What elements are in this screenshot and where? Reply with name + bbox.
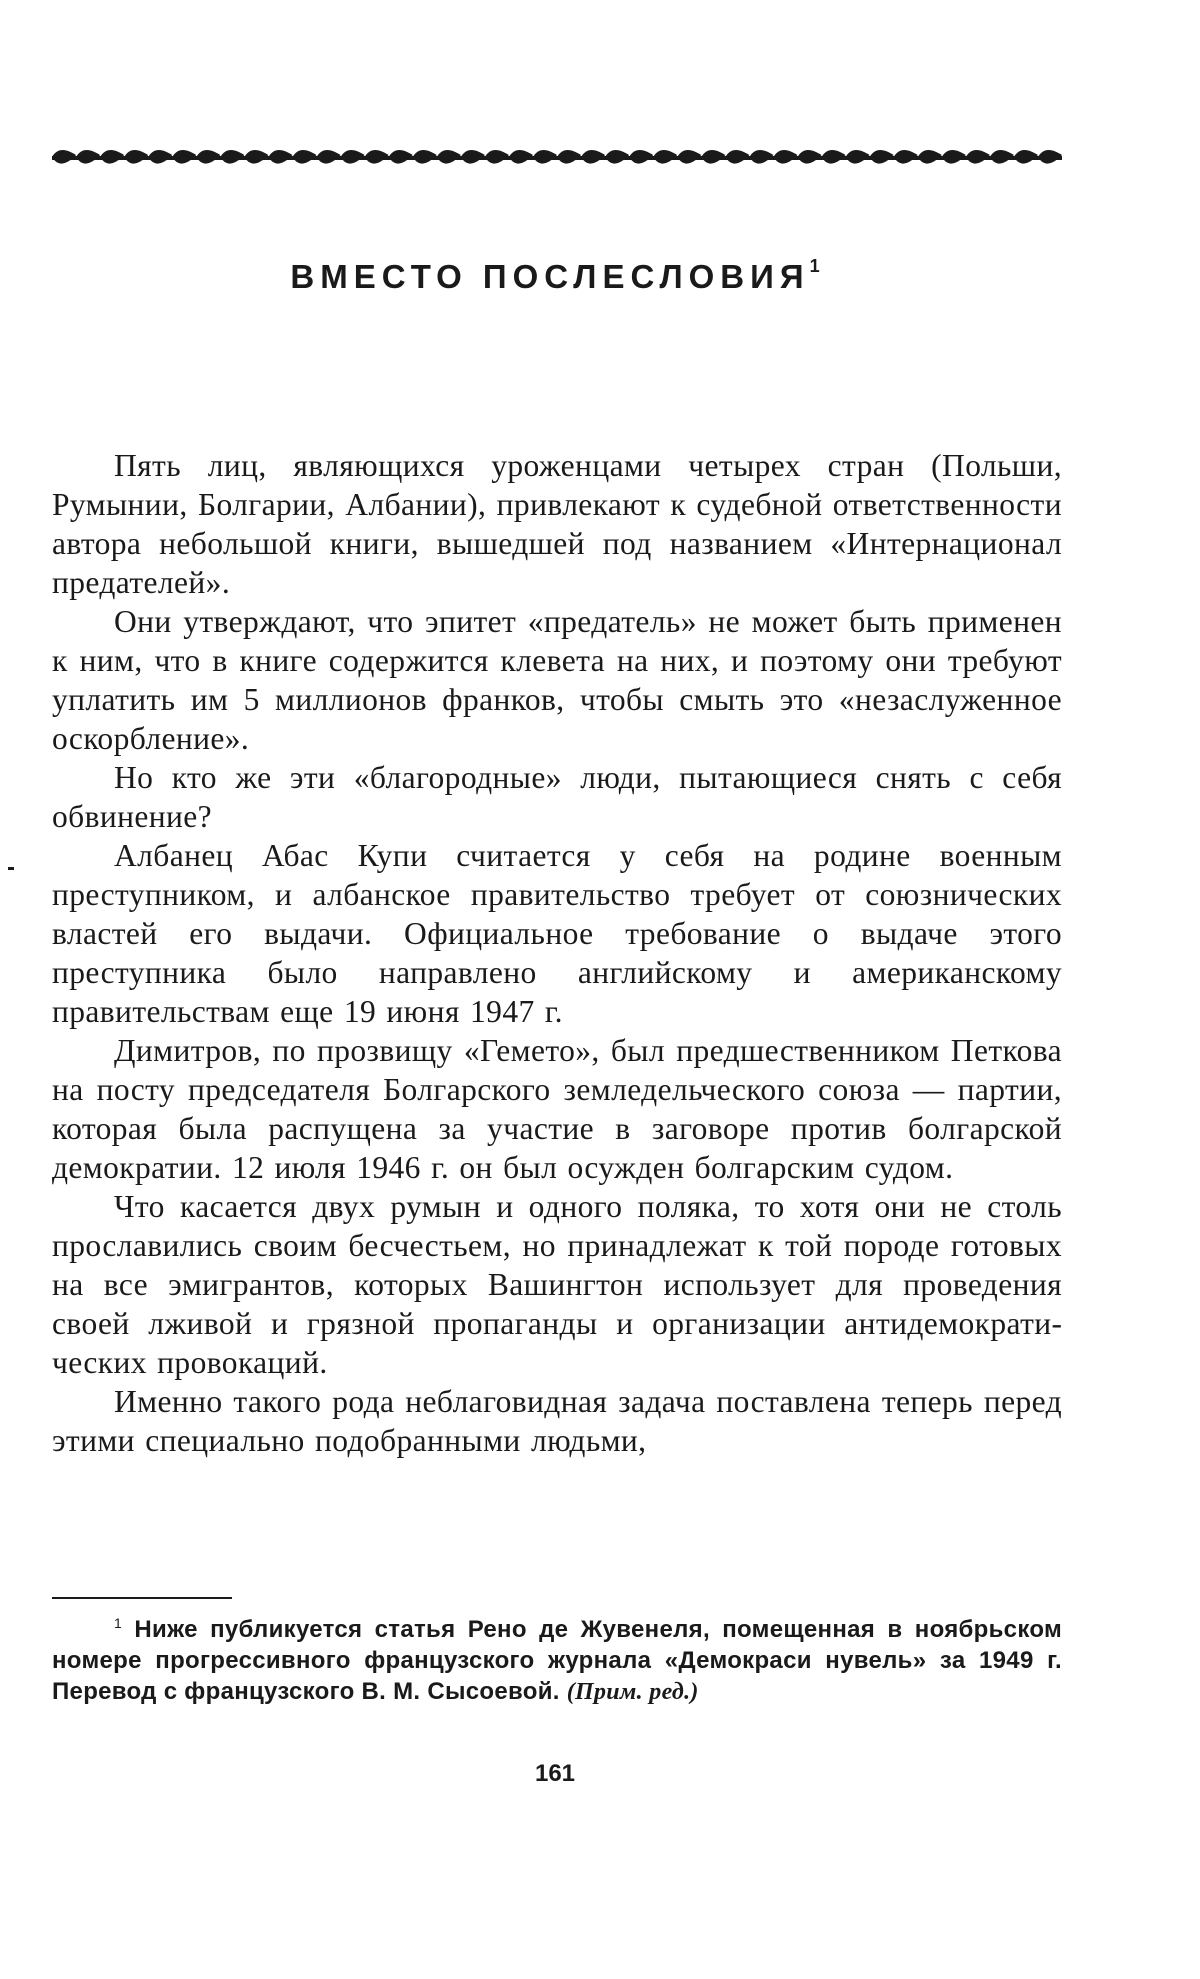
- decorative-border-ornament: [52, 141, 1062, 171]
- paragraph: Что касается двух румын и одного поляка, то хотя они не столь прославились своим бесчестьем, но принадлежат к той породе готовых на все эмигрантов, которых Вашингтон использует для проведения своей лживой и грязной пропаганды и организации антидемократических провокаций.: [52, 1189, 1062, 1380]
- footnote-marker: 1: [114, 1615, 123, 1631]
- page-number: 161: [534, 1760, 576, 1787]
- footnote-paragraph: [52, 1608, 1062, 1708]
- title-text: ВМЕСТО ПОСЛЕСЛОВИЯ: [290, 258, 810, 295]
- footnote-editor-note: (Прим. ред.): [566, 1679, 699, 1705]
- paragraph: Албанец Абас Купи считается у себя на родине военным преступником, и албанское правительство требует от союзнических властей его выдачи. Официальное требование о выдаче этого преступника было направлено английскому и американскому правительствам еще 19 июня 1947 г.: [52, 838, 1062, 1029]
- paragraph: Но кто же эти «благородные» люди, пытающиеся снять с себя обвинение?: [52, 760, 1062, 834]
- footnote: [52, 1608, 1062, 1708]
- paragraph: Пять лиц, являющихся уроженцами четырех стран (Польши, Румынии, Болгарии, Албании), привлекают к судебной ответственности автора небольшой книги, вышедшей под названием «Интернационал предателей».: [52, 448, 1062, 600]
- footnote-divider: [52, 1597, 232, 1599]
- footnote-text: Ниже публикуется статья Рено де Жувенеля, помещенная в ноябрьском номере прогрессивного французского журнала «Демокраси нувель» за 1949 г. Перевод с французского В. М. Сысоевой.: [52, 1616, 1063, 1705]
- page-title: [0, 258, 1110, 296]
- title-footnote-ref: 1: [809, 256, 820, 276]
- paragraph: Они утверждают, что эпитет «предатель» не может быть применен к ним, что в книге содержится клевета на них, и поэтому они требуют уплатить им 5 миллионов франков, чтобы смыть это «незаслуженное оскорбление».: [52, 604, 1062, 756]
- paragraph: Димитров, по прозвищу «Гемето», был предшественником Петкова на посту председателя Болгарского земледельческого союза — партии, которая была распущена за участие в заговоре против болгарской демократии. 12 июля 1946 г. он был осужден болгарским судом.: [52, 1033, 1062, 1185]
- margin-mark: [8, 867, 14, 870]
- paragraph: Именно такого рода неблаговидная задача поставлена теперь перед этими специально подобранными людьми,: [52, 1384, 1062, 1458]
- body-text: [52, 446, 1062, 1460]
